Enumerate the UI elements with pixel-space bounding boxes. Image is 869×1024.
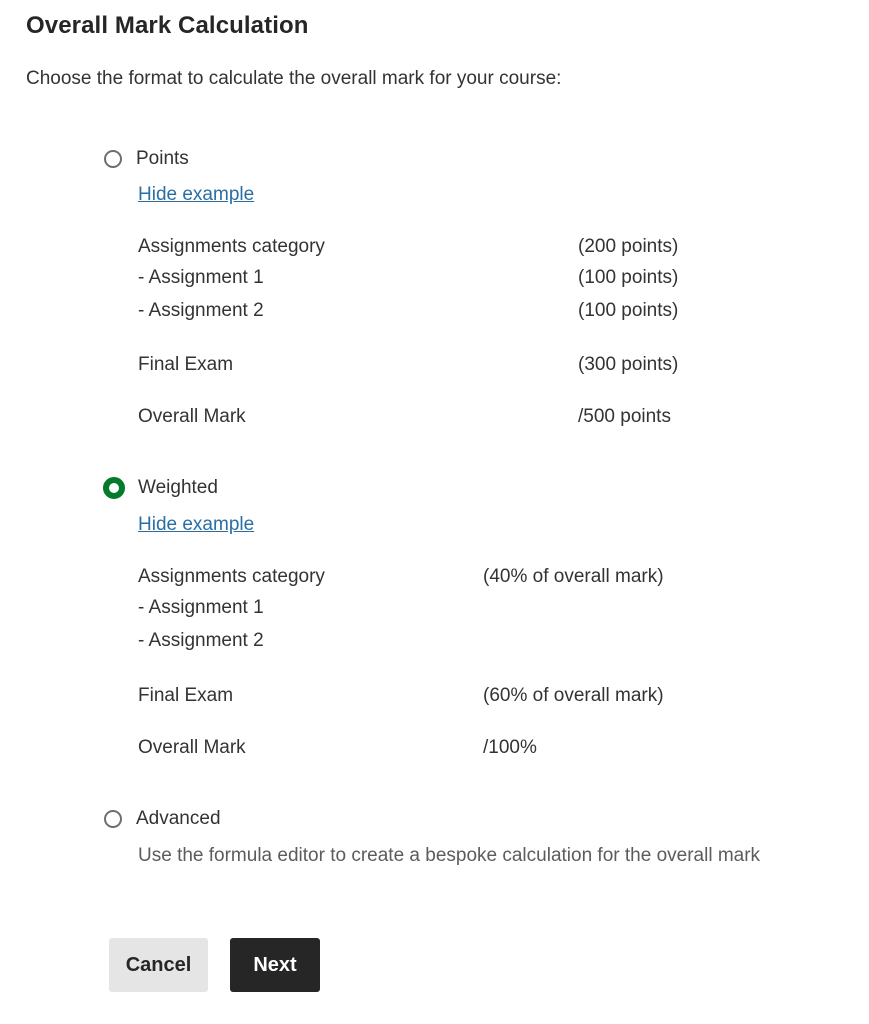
- option-advanced[interactable]: [104, 808, 221, 830]
- weighted-hide-example-link[interactable]: Hide example: [138, 514, 255, 535]
- example-value: (100 points): [578, 300, 679, 321]
- example-label: Overall Mark: [138, 406, 246, 427]
- example-value: /500 points: [578, 406, 671, 427]
- option-weighted[interactable]: [104, 477, 218, 499]
- example-value: /100%: [483, 737, 537, 758]
- option-weighted-label: Weighted: [138, 477, 218, 498]
- next-button[interactable]: Next: [230, 938, 320, 992]
- example-label: Overall Mark: [138, 737, 246, 758]
- option-advanced-label: Advanced: [136, 808, 221, 829]
- radio-advanced[interactable]: [104, 810, 122, 828]
- radio-weighted[interactable]: [103, 477, 125, 499]
- advanced-description: Use the formula editor to create a bespoke calculation for the overall mark: [138, 845, 761, 866]
- page-subtitle: Choose the format to calculate the overall mark for your course:: [26, 68, 562, 89]
- example-value: (300 points): [578, 354, 679, 375]
- example-label: Assignments category: [138, 236, 325, 257]
- example-label: - Assignment 1: [138, 597, 264, 618]
- option-points[interactable]: [104, 148, 189, 170]
- example-label: - Assignment 2: [138, 630, 264, 651]
- radio-points[interactable]: [104, 150, 122, 168]
- example-label: - Assignment 2: [138, 300, 264, 321]
- example-label: - Assignment 1: [138, 267, 264, 288]
- example-label: Final Exam: [138, 685, 234, 706]
- example-value: (100 points): [578, 267, 679, 288]
- cancel-button[interactable]: Cancel: [109, 938, 208, 992]
- points-hide-example-link[interactable]: Hide example: [138, 184, 255, 205]
- option-points-label: Points: [136, 148, 189, 169]
- example-value: (200 points): [578, 236, 679, 257]
- example-value: (40% of overall mark): [483, 566, 664, 587]
- example-label: Assignments category: [138, 566, 325, 587]
- page-title: Overall Mark Calculation: [26, 12, 309, 39]
- example-label: Final Exam: [138, 354, 234, 375]
- example-value: (60% of overall mark): [483, 685, 664, 706]
